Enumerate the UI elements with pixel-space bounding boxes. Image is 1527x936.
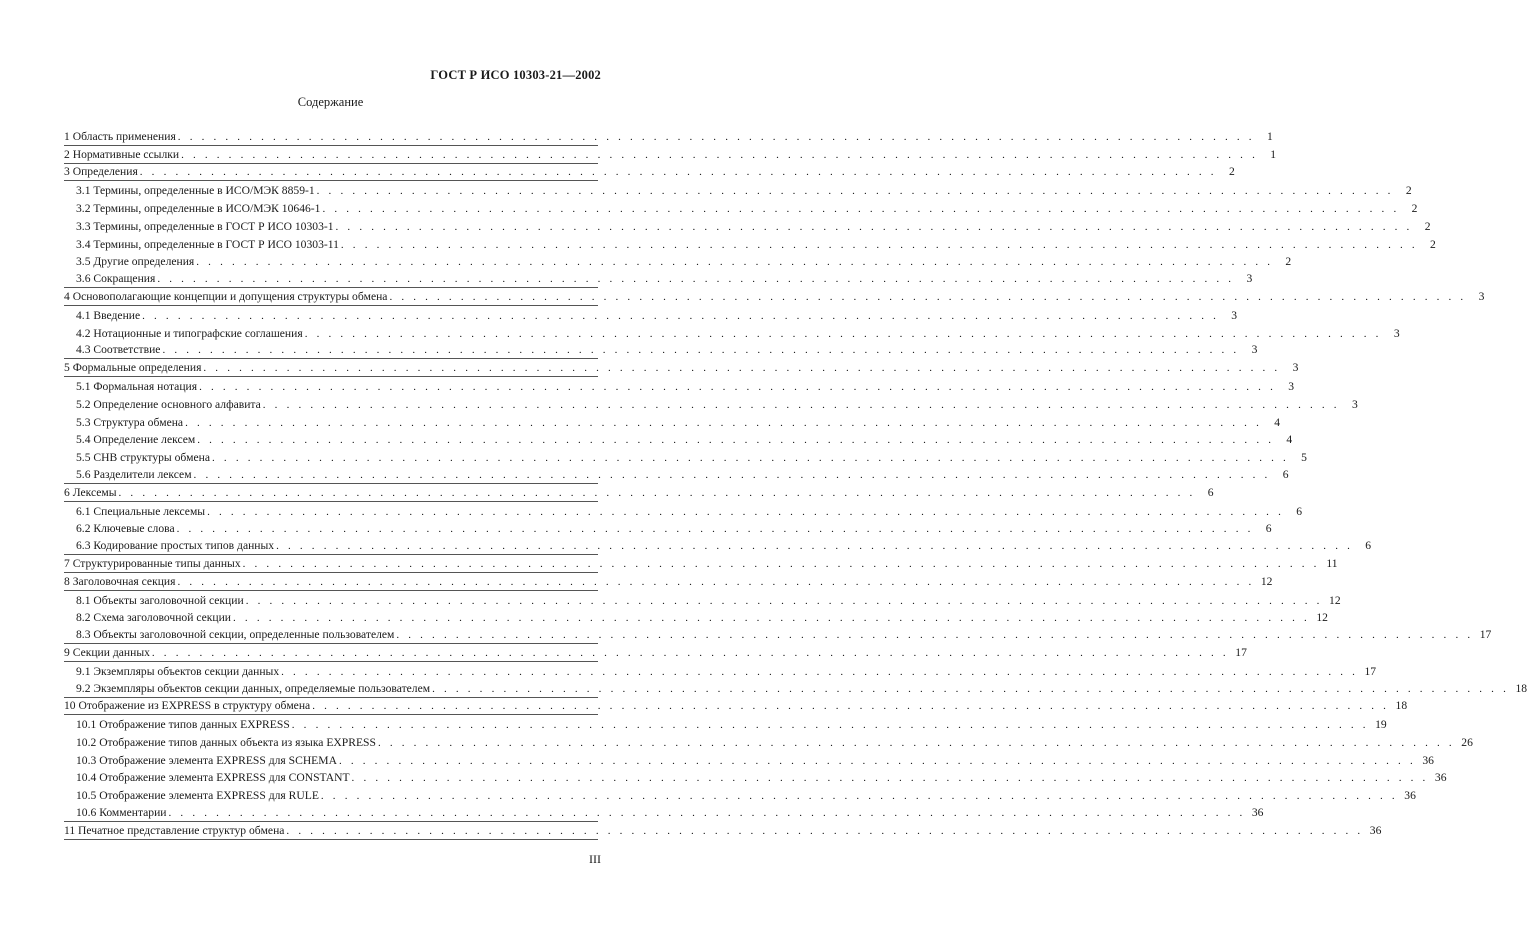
toc-entry[interactable] — [76, 591, 1341, 609]
dot-leader: . . . . . . . . . . . . . . . . . . . . . . . . . . . . . . . . . . . . . . . . . . . . . . . . . . . . . . . . . . . . . . . . . . . . . . . . . . . . . . . . . . . . . . . . . . . — [338, 754, 1416, 767]
dot-leader: . . . . . . . . . . . . . . . . . . . . . . . . . . . . . . . . . . . . . . . . . . . . . . . . . . . . . . . . . . . . . . . . . . . . . . . . . . . . . . . . . . . . . . . . . . . — [197, 434, 1275, 447]
toc-entry-title: 10.3 Отображение элемента EXPRESS для SCHEMA — [76, 753, 337, 767]
toc-entry-title: 10 Отображение из EXPRESS в структуру обмена — [64, 699, 311, 713]
toc-entry[interactable] — [76, 662, 1377, 680]
dot-leader: . . . . . . . . . . . . . . . . . . . . . . . . . . . . . . . . . . . . . . . . . . . . . . . . . . . . . . . . . . . . . . . . . . . . . . . . . . . . . . . . . . . . . . . . . . . — [177, 575, 1255, 588]
toc-entry[interactable] — [64, 680, 1527, 698]
toc-entry-page: 17 — [1479, 628, 1492, 642]
dot-leader: . . . . . . . . . . . . . . . . . . . . . . . . . . . . . . . . . . . . . . . . . . . . . . . . . . . . . . . . . . . . . . . . . . . . . . . . . . . . . . . . . . . . . . . . . . . — [193, 468, 1271, 481]
toc-entry-page: 3 — [1288, 379, 1295, 393]
dot-leader: . . . . . . . . . . . . . . . . . . . . . . . . . . . . . . . . . . . . . . . . . . . . . . . . . . . . . . . . . . . . . . . . . . . . . . . . . . . . . . . . . . . . . . . . . . . — [245, 594, 1323, 607]
toc-entry[interactable] — [76, 715, 1387, 733]
toc-entry-title: 9.2 Экземпляры объектов секции данных, определяемые пользователем — [76, 681, 431, 695]
toc-entry-page: 1 — [1270, 147, 1277, 161]
toc-entry-page: 12 — [1260, 574, 1273, 588]
toc-entry-page: 6 — [1265, 522, 1272, 536]
toc-entry-title: 3.4 Термины, определенные в ГОСТ Р ИСО 10303-11 — [76, 237, 339, 251]
dot-leader: . . . . . . . . . . . . . . . . . . . . . . . . . . . . . . . . . . . . . . . . . . . . . . . . . . . . . . . . . . . . . . . . . . . . . . . . . . . . . . . . . . . . . . . . . . . — [176, 523, 1254, 536]
toc-entry-page: 17 — [1364, 664, 1377, 678]
toc-entry[interactable] — [76, 769, 1447, 787]
toc-entry[interactable] — [76, 199, 1418, 217]
toc-entry[interactable] — [64, 573, 1273, 591]
dot-leader: . . . . . . . . . . . . . . . . . . . . . . . . . . . . . . . . . . . . . . . . . . . . . . . . . . . . . . . . . . . . . . . . . . . . . . . . . . . . . . . . . . . . . . . . . . . — [212, 452, 1289, 465]
toc-entry-title: 7 Структурированные типы данных — [64, 556, 241, 570]
dot-leader: . . . . . . . . . . . . . . . . . . . . . . . . . . . . . . . . . . . . . . . . . . . . . . . . . . . . . . . . . . . . . . . . . . . . . . . . . . . . . . . . . . . . . . . . . . . — [340, 238, 1418, 251]
dot-leader: . . . . . . . . . . . . . . . . . . . . . . . . . . . . . . . . . . . . . . . . . . . . . . . . . . . . . . . . . . . . . . . . . . . . . . . . . . . . . . . . . . . . . . . . . . . — [286, 824, 1364, 837]
toc-entry-page: 1 — [1266, 129, 1273, 143]
dot-leader: . . . . . . . . . . . . . . . . . . . . . . . . . . . . . . . . . . . . . . . . . . . . . . . . . . . . . . . . . . . . . . . . . . . . . . . . . . . . . . . . . . . . . . . . . . . — [168, 807, 1246, 820]
toc-entry[interactable] — [76, 502, 1303, 520]
toc-entry-title: 10.1 Отображение типов данных EXPRESS — [76, 718, 290, 732]
toc-entry-title: 4.1 Введение — [76, 308, 141, 322]
toc-entry-title: 3 Определения — [64, 165, 138, 179]
toc-entry[interactable] — [76, 377, 1295, 395]
toc-entry-page: 36 — [1251, 806, 1264, 820]
toc-entry-title: 2 Нормативные ссылки — [64, 147, 180, 161]
toc-entry-title: 6.2 Ключевые слова — [76, 522, 175, 536]
toc-entry-page: 12 — [1329, 593, 1341, 607]
toc-entry-page: 36 — [1404, 789, 1416, 803]
toc-entry-page: 36 — [1434, 771, 1447, 785]
toc-entry-title: 9.1 Экземпляры объектов секции данных — [76, 664, 280, 678]
toc-entry[interactable] — [76, 448, 1307, 466]
toc-entry[interactable] — [76, 609, 1328, 627]
toc-entry-title: 3.2 Термины, определенные в ИСО/МЭК 10646-1 — [76, 201, 321, 215]
toc-entry[interactable] — [76, 324, 1400, 342]
toc-entry[interactable] — [76, 306, 1238, 324]
toc-entry[interactable] — [64, 626, 1492, 644]
toc-entry-title: 9 Секции данных — [64, 645, 150, 659]
toc-entry-page: 5 — [1301, 451, 1307, 465]
toc-entry-title: 5.5 СНВ структуры обмена — [76, 451, 211, 465]
dot-leader: . . . . . . . . . . . . . . . . . . . . . . . . . . . . . . . . . . . . . . . . . . . . . . . . . . . . . . . . . . . . . . . . . . . . . . . . . . . . . . . . . . . . . . . . . . . — [233, 612, 1310, 625]
toc-entry-page: 6 — [1282, 467, 1289, 481]
toc-entry-page: 3 — [1231, 308, 1238, 322]
dot-leader: . . . . . . . . . . . . . . . . . . . . . . . . . . . . . . . . . . . . . . . . . . . . . . . . . . . . . . . . . . . . . . . . . . . . . . . . . . . . . . . . . . . . . . . . . . . — [335, 220, 1413, 233]
dot-leader: . . . . . . . . . . . . . . . . . . . . . . . . . . . . . . . . . . . . . . . . . . . . . . . . . . . . . . . . . . . . . . . . . . . . . . . . . . . . . . . . . . . . . . . . . . . — [151, 646, 1229, 659]
toc-entry[interactable] — [64, 288, 1485, 306]
toc-entry[interactable] — [64, 466, 1289, 484]
toc-entry-title: 10.6 Комментарии — [76, 806, 167, 820]
toc-entry-page: 2 — [1424, 219, 1431, 233]
toc-entry[interactable] — [76, 395, 1358, 413]
dot-leader: . . . . . . . . . . . . . . . . . . . . . . . . . . . . . . . . . . . . . . . . . . . . . . . . . . . . . . . . . . . . . . . . . . . . . . . . . . . . . . . . . . . . . . . . . . . — [203, 362, 1281, 375]
toc-entry-title: 5.2 Определение основного алфавита — [76, 397, 261, 411]
dot-leader: . . . . . . . . . . . . . . . . . . . . . . . . . . . . . . . . . . . . . . . . . . . . . . . . . . . . . . . . . . . . . . . . . . . . . . . . . . . . . . . . . . . . . . . . . . . — [291, 719, 1369, 732]
toc-entry-title: 4 Основополагающие концепции и допущения структуры обмена — [64, 289, 388, 303]
toc-entry-page: 6 — [1296, 504, 1303, 518]
toc-entry[interactable] — [64, 146, 1277, 164]
toc-entry-page: 3 — [1351, 397, 1358, 411]
toc-entry-page: 2 — [1405, 184, 1412, 198]
page-number: III — [589, 852, 601, 866]
toc-entry[interactable] — [64, 822, 1382, 840]
toc-entry[interactable] — [64, 164, 1235, 182]
toc-entry-page: 12 — [1316, 611, 1328, 625]
toc-entry-title: 6.3 Кодирование простых типов данных — [76, 539, 275, 553]
toc-entry[interactable] — [64, 644, 1247, 662]
toc-entry-page: 3 — [1393, 326, 1400, 340]
toc-entry-page: 4 — [1286, 433, 1293, 447]
document-header: ГОСТ Р ИСО 10303-21—2002 — [430, 68, 601, 82]
dot-leader: . . . . . . . . . . . . . . . . . . . . . . . . . . . . . . . . . . . . . . . . . . . . . . . . . . . . . . . . . . . . . . . . . . . . . . . . . . . . . . . . . . . . . . . . . . . — [351, 772, 1429, 785]
toc-entry-page: 36 — [1369, 823, 1382, 837]
toc-entry-page: 19 — [1375, 718, 1387, 732]
toc-entry-title: 1 Область применения — [64, 129, 176, 143]
toc-entry-title: 8.3 Объекты заголовочной секции, определенные пользователем — [76, 628, 395, 642]
toc-entry[interactable] — [76, 253, 1292, 271]
toc-entry-page: 17 — [1235, 645, 1247, 659]
toc-entry-title: 10.5 Отображение элемента EXPRESS для RULE — [76, 789, 319, 803]
dot-leader: . . . . . . . . . . . . . . . . . . . . . . . . . . . . . . . . . . . . . . . . . . . . . . . . . . . . . . . . . . . . . . . . . . . . . . . . . . . . . . . . . . . . . . . . . . . — [304, 327, 1382, 340]
toc-entry-title: 8.1 Объекты заголовочной секции — [76, 593, 244, 607]
dot-leader: . . . . . . . . . . . . . . . . . . . . . . . . . . . . . . . . . . . . . . . . . . . . . . . . . . . . . . . . . . . . . . . . . . . . . . . . . . . . . . . . . . . . . . . . . . . — [262, 398, 1340, 411]
toc-entry-title: 5.6 Разделители лексем — [76, 467, 192, 481]
toc-entry-page: 3 — [1246, 272, 1253, 286]
dot-leader: . . . . . . . . . . . . . . . . . . . . . . . . . . . . . . . . . . . . . . . . . . . . . . . . . . . . . . . . . . . . . . . . . . . . . . . . . . . . . . . . . . . . . . . . . . . — [181, 148, 1259, 161]
dot-leader: . . . . . . . . . . . . . . . . . . . . . . . . . . . . . . . . . . . . . . . . . . . . . . . . . . . . . . . . . . . . . . . . . . . . . . . . . . . . . . . . . . . . . . . . . . . — [142, 309, 1220, 322]
toc-entry-page: 3 — [1292, 361, 1299, 375]
dot-leader: . . . . . . . . . . . . . . . . . . . . . . . . . . . . . . . . . . . . . . . . . . . . . . . . . . . . . . . . . . . . . . . . . . . . . . . . . . . . . . . . . . . . . . . . . . . — [199, 380, 1277, 393]
toc-entry-title: 3.6 Сокращения — [76, 272, 156, 286]
toc-entry-title: 6.1 Специальные лексемы — [76, 504, 206, 518]
toc-entry-page: 6 — [1207, 485, 1214, 499]
dot-leader: . . . . . . . . . . . . . . . . . . . . . . . . . . . . . . . . . . . . . . . . . . . . . . . . . . . . . . . . . . . . . . . . . . . . . . . . . . . . . . . . . . . . . . . . . . . — [207, 505, 1285, 518]
toc-entry-title: 11 Печатное представление структур обмена — [64, 823, 285, 837]
toc-entry[interactable] — [64, 342, 1258, 360]
toc-entry-title: 10.2 Отображение типов данных объекта из языка EXPRESS — [76, 735, 376, 749]
toc-entry-page: 3 — [1251, 343, 1258, 357]
toc-entry[interactable] — [76, 520, 1272, 538]
dot-leader: . . . . . . . . . . . . . . . . . . . . . . . . . . . . . . . . . . . . . . . . . . . . . . . . . . . . . . . . . . . . . . . . . . . . . . . . . . . . . . . . . . . . . . . . . . . — [196, 256, 1274, 269]
toc-entry[interactable] — [64, 484, 1214, 502]
dot-leader: . . . . . . . . . . . . . . . . . . . . . . . . . . . . . . . . . . . . . . . . . . . . . . . . . . . . . . . . . . . . . . . . . . . . . . . . . . . . . . . . . . . . . . . . . . . — [118, 486, 1196, 499]
toc-entry-title: 10.4 Отображение элемента EXPRESS для CONSTANT — [76, 771, 350, 785]
toc-entry[interactable] — [76, 786, 1416, 804]
toc-entry-title: 5.3 Структура обмена — [76, 415, 184, 429]
dot-leader: . . . . . . . . . . . . . . . . . . . . . . . . . . . . . . . . . . . . . . . . . . . . . . . . . . . . . . . . . . . . . . . . . . . . . . . . . . . . . . . . . . . . . . . . . . . — [312, 700, 1390, 713]
toc-entry-page: 18 — [1515, 681, 1527, 695]
dot-leader: . . . . . . . . . . . . . . . . . . . . . . . . . . . . . . . . . . . . . . . . . . . . . . . . . . . . . . . . . . . . . . . . . . . . . . . . . . . . . . . . . . . . . . . . . . . — [276, 540, 1354, 553]
toc-entry-page: 4 — [1274, 415, 1281, 429]
toc-entry[interactable] — [64, 270, 1253, 288]
dot-leader: . . . . . . . . . . . . . . . . . . . . . . . . . . . . . . . . . . . . . . . . . . . . . . . . . . . . . . . . . . . . . . . . . . . . . . . . . . . . . . . . . . . . . . . . . . . — [162, 344, 1240, 357]
toc-entry[interactable] — [76, 431, 1293, 449]
dot-leader: . . . . . . . . . . . . . . . . . . . . . . . . . . . . . . . . . . . . . . . . . . . . . . . . . . . . . . . . . . . . . . . . . . . . . . . . . . . . . . . . . . . . . . . . . . . — [320, 790, 1398, 803]
toc-entry-page: 11 — [1326, 556, 1338, 570]
toc-entry-page: 18 — [1395, 699, 1408, 713]
toc-entry-title: 5 Формальные определения — [64, 361, 202, 375]
toc-entry-page: 36 — [1422, 753, 1434, 767]
toc-entry-page: 2 — [1228, 165, 1235, 179]
dot-leader: . . . . . . . . . . . . . . . . . . . . . . . . . . . . . . . . . . . . . . . . . . . . . . . . . . . . . . . . . . . . . . . . . . . . . . . . . . . . . . . . . . . . . . . . . . . — [316, 185, 1394, 198]
toc-entry-page: 3 — [1478, 289, 1485, 303]
dot-leader: . . . . . . . . . . . . . . . . . . . . . . . . . . . . . . . . . . . . . . . . . . . . . . . . . . . . . . . . . . . . . . . . . . . . . . . . . . . . . . . . . . . . . . . . . . . — [139, 166, 1217, 179]
toc-entry-title: 4.3 Соответствие — [76, 343, 161, 357]
dot-leader: . . . . . . . . . . . . . . . . . . . . . . . . . . . . . . . . . . . . . . . . . . . . . . . . . . . . . . . . . . . . . . . . . . . . . . . . . . . . . . . . . . . . . . . . . . . — [185, 416, 1263, 429]
dot-leader: . . . . . . . . . . . . . . . . . . . . . . . . . . . . . . . . . . . . . . . . . . . . . . . . . . . . . . . . . . . . . . . . . . . . . . . . . . . . . . . . . . . . . . . . . . . — [396, 629, 1474, 642]
toc-entry[interactable] — [76, 751, 1434, 769]
dot-leader: . . . . . . . . . . . . . . . . . . . . . . . . . . . . . . . . . . . . . . . . . . . . . . . . . . . . . . . . . . . . . . . . . . . . . . . . . . . . . . . . . . . . . . . . . . . — [432, 682, 1510, 695]
toc-entry[interactable] — [76, 235, 1436, 253]
toc-entry[interactable] — [64, 555, 1338, 573]
toc-entry-page: 2 — [1285, 255, 1292, 269]
toc-entry[interactable] — [64, 804, 1264, 822]
page-title: Содержание — [297, 95, 364, 109]
toc-entry[interactable] — [76, 181, 1412, 199]
dot-leader: . . . . . . . . . . . . . . . . . . . . . . . . . . . . . . . . . . . . . . . . . . . . . . . . . . . . . . . . . . . . . . . . . . . . . . . . . . . . . . . . . . . . . . . . . . . — [389, 290, 1467, 303]
toc-entry-page: 26 — [1461, 735, 1473, 749]
toc-entry-title: 3.3 Термины, определенные в ГОСТ Р ИСО 10303-1 — [76, 219, 334, 233]
dot-leader: . . . . . . . . . . . . . . . . . . . . . . . . . . . . . . . . . . . . . . . . . . . . . . . . . . . . . . . . . . . . . . . . . . . . . . . . . . . . . . . . . . . . . . . . . . . — [377, 736, 1455, 749]
toc-entry-title: 3.1 Термины, определенные в ИСО/МЭК 8859-1 — [76, 184, 315, 198]
toc-entry-title: 3.5 Другие определения — [76, 255, 195, 269]
toc-entry-title: 8 Заголовочная секция — [64, 574, 176, 588]
toc-entry[interactable] — [64, 128, 1273, 146]
toc-entry-title: 4.2 Нотационные и типографские соглашения — [76, 326, 303, 340]
toc-entry-title: 5.1 Формальная нотация — [76, 379, 198, 393]
toc-entry[interactable] — [64, 359, 1299, 377]
toc-entry[interactable] — [76, 413, 1281, 431]
toc-entry[interactable] — [64, 537, 1372, 555]
toc-entry[interactable] — [76, 217, 1431, 235]
toc-entry-title: 6 Лексемы — [64, 485, 117, 499]
dot-leader: . . . . . . . . . . . . . . . . . . . . . . . . . . . . . . . . . . . . . . . . . . . . . . . . . . . . . . . . . . . . . . . . . . . . . . . . . . . . . . . . . . . . . . . . . . . — [177, 130, 1255, 143]
dot-leader: . . . . . . . . . . . . . . . . . . . . . . . . . . . . . . . . . . . . . . . . . . . . . . . . . . . . . . . . . . . . . . . . . . . . . . . . . . . . . . . . . . . . . . . . . . . — [242, 557, 1320, 570]
toc-entry[interactable] — [76, 733, 1473, 751]
toc-entry[interactable] — [64, 698, 1408, 716]
dot-leader: . . . . . . . . . . . . . . . . . . . . . . . . . . . . . . . . . . . . . . . . . . . . . . . . . . . . . . . . . . . . . . . . . . . . . . . . . . . . . . . . . . . . . . . . . . . — [157, 273, 1235, 286]
toc-entry-page: 2 — [1411, 201, 1418, 215]
toc-entry-title: 8.2 Схема заголовочной секции — [76, 611, 232, 625]
table-of-contents — [64, 128, 1527, 840]
toc-entry-page: 2 — [1430, 237, 1436, 251]
dot-leader: . . . . . . . . . . . . . . . . . . . . . . . . . . . . . . . . . . . . . . . . . . . . . . . . . . . . . . . . . . . . . . . . . . . . . . . . . . . . . . . . . . . . . . . . . . . — [281, 665, 1359, 678]
toc-entry-title: 5.4 Определение лексем — [76, 433, 196, 447]
toc-entry-page: 6 — [1365, 539, 1372, 553]
dot-leader: . . . . . . . . . . . . . . . . . . . . . . . . . . . . . . . . . . . . . . . . . . . . . . . . . . . . . . . . . . . . . . . . . . . . . . . . . . . . . . . . . . . . . . . . . . . — [322, 202, 1400, 215]
